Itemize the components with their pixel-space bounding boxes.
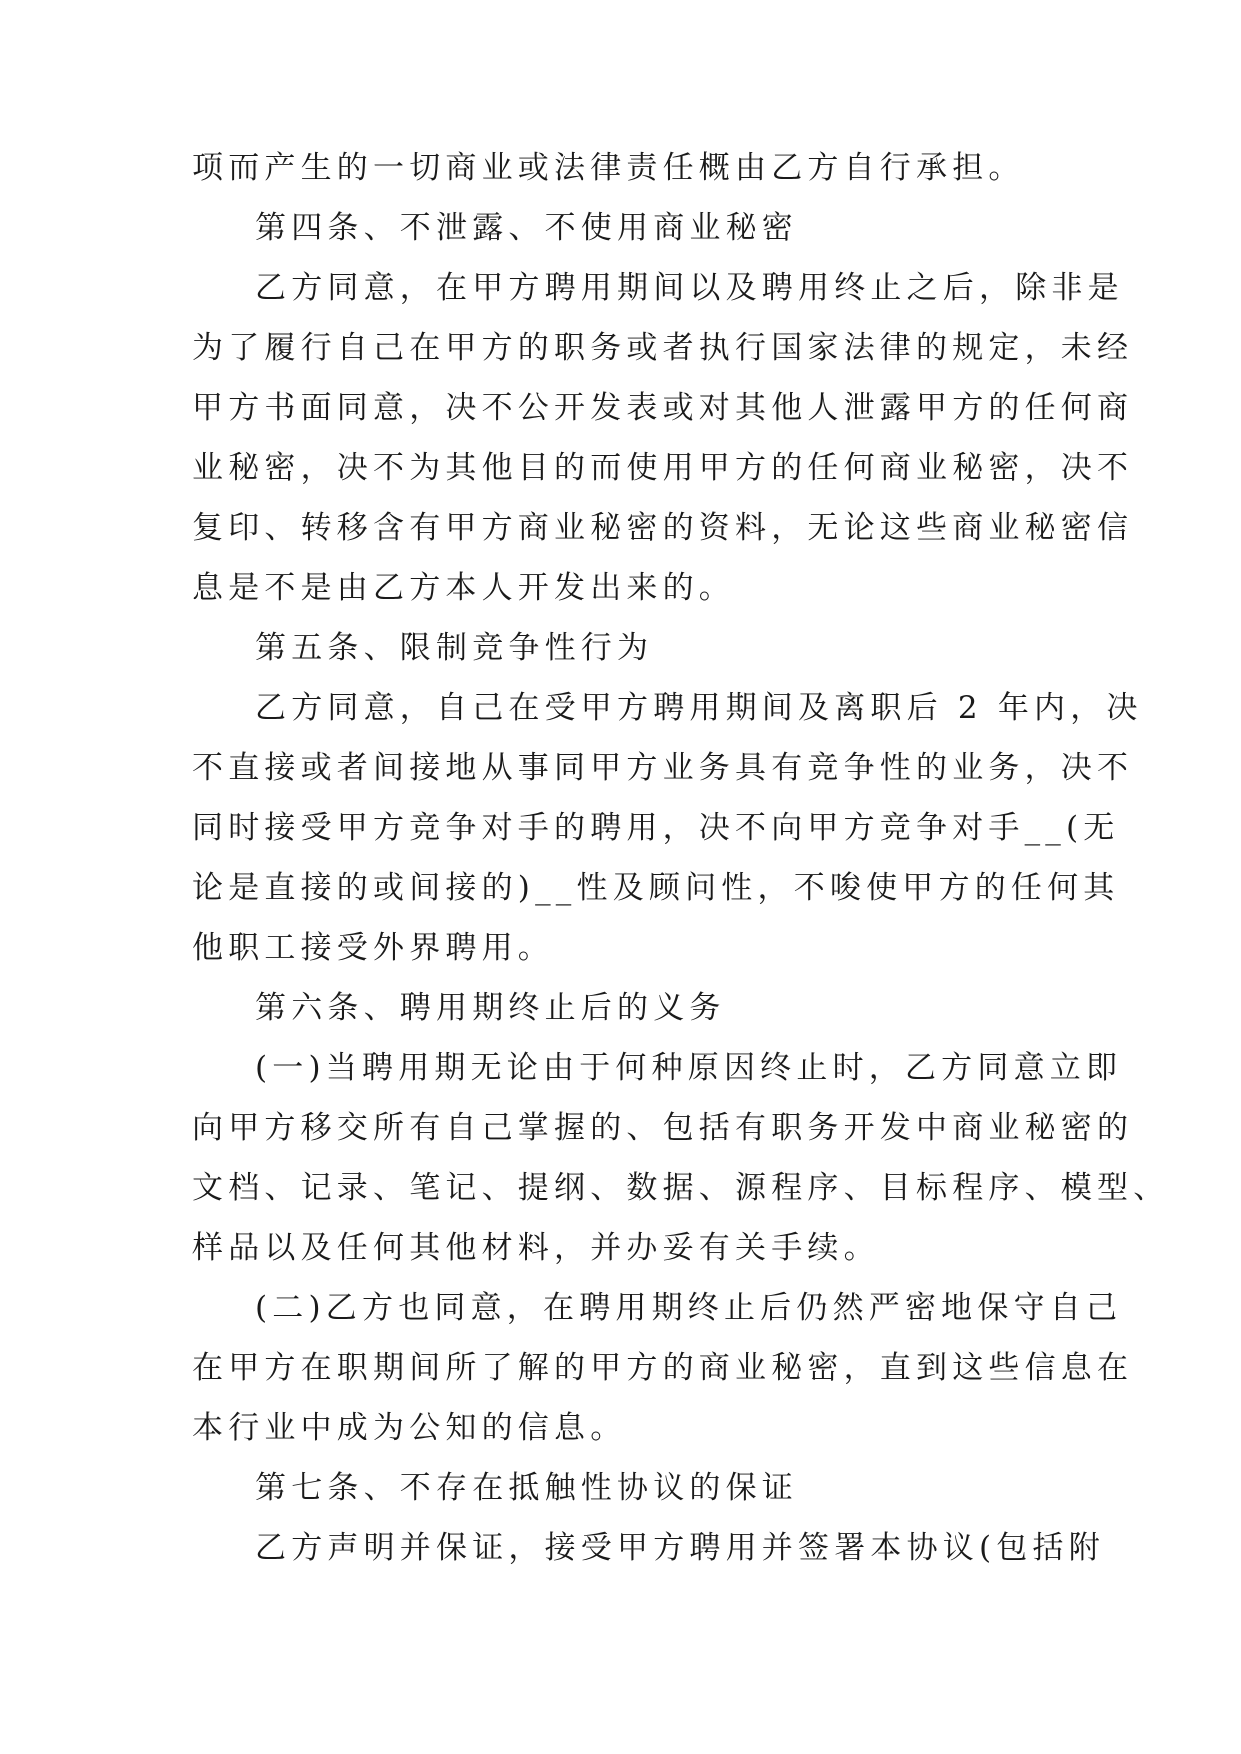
article-heading: 第七条、不存在抵触性协议的保证 (255, 1470, 798, 1506)
paragraph-first-line: 乙方同意，在甲方聘用期间以及聘用终止之后，除非是 (255, 270, 1124, 306)
text-line: 他职工接受外界聘用。 (192, 930, 554, 966)
text-line: 样品以及任何其他材料，并办妥有关手续。 (192, 1230, 880, 1266)
paragraph-first-line: 乙方同意，自己在受甲方聘用期间及离职后 2 年内，决 (255, 690, 1143, 726)
text-line: 不直接或者间接地从事同甲方业务具有竞争性的业务，决不 (192, 750, 1134, 786)
text-line: 息是不是由乙方本人开发出来的。 (192, 570, 735, 606)
paragraph-first-line: (一)当聘用期无论由于何种原因终止时，乙方同意立即 (255, 1050, 1123, 1086)
paragraph-first-line: (二)乙方也同意，在聘用期终止后仍然严密地保守自己 (255, 1290, 1123, 1326)
text-line: 文档、记录、笔记、提纲、数据、源程序、目标程序、模型、 (192, 1170, 1170, 1206)
text-line: 为了履行自己在甲方的职务或者执行国家法律的规定，未经 (192, 330, 1134, 366)
paragraph-first-line: 乙方声明并保证，接受甲方聘用并签署本协议(包括附 (255, 1530, 1105, 1566)
article-heading: 第五条、限制竞争性行为 (255, 630, 654, 666)
text-line: 项而产生的一切商业或法律责任概由乙方自行承担。 (192, 150, 1025, 186)
text-line: 复印、转移含有甲方商业秘密的资料，无论这些商业秘密信 (192, 510, 1134, 546)
text-line: 论是直接的或间接的)__性及顾问性，不唆使甲方的任何其 (192, 870, 1120, 906)
text-line: 在甲方在职期间所了解的甲方的商业秘密，直到这些信息在 (192, 1350, 1134, 1386)
text-line: 甲方书面同意，决不公开发表或对其他人泄露甲方的任何商 (192, 390, 1134, 426)
text-line: 业秘密，决不为其他目的而使用甲方的任何商业秘密，决不 (192, 450, 1134, 486)
text-line: 本行业中成为公知的信息。 (192, 1410, 627, 1446)
article-heading: 第六条、聘用期终止后的义务 (255, 990, 726, 1026)
text-line: 同时接受甲方竞争对手的聘用，决不向甲方竞争对手__(无 (192, 810, 1120, 846)
article-heading: 第四条、不泄露、不使用商业秘密 (255, 210, 798, 246)
text-line: 向甲方移交所有自己掌握的、包括有职务开发中商业秘密的 (192, 1110, 1134, 1146)
